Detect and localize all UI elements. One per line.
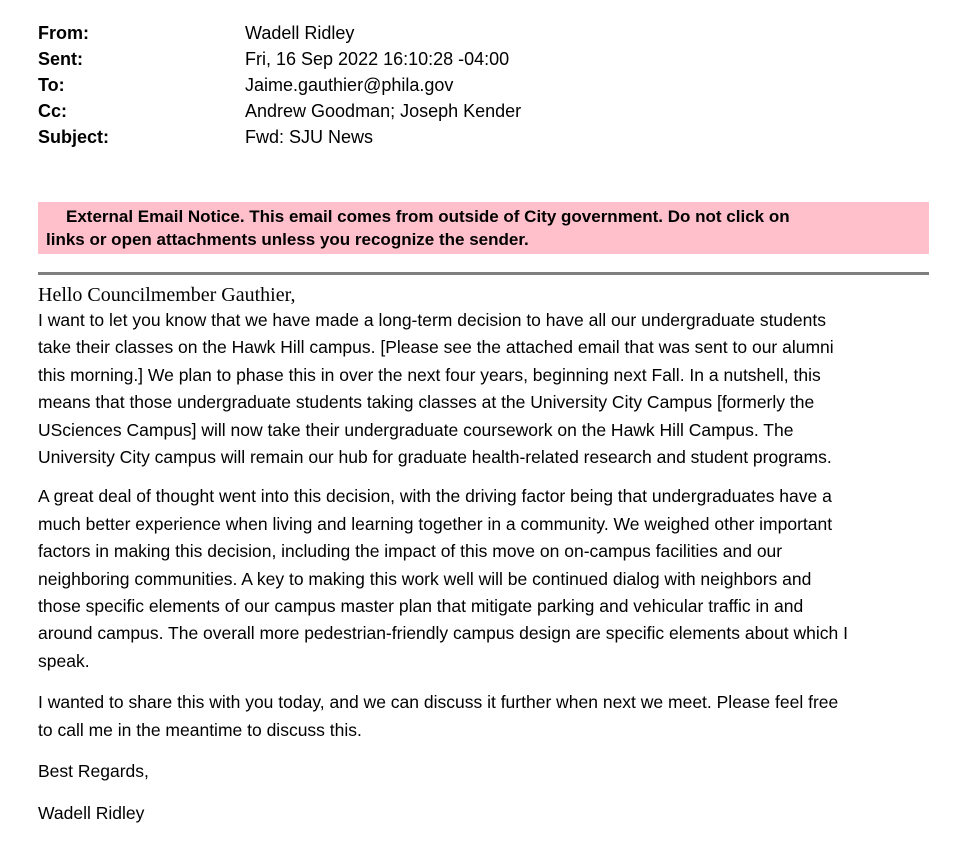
body-line: I wanted to share this with you today, and we can discuss it further when next we meet. Please feel free — [38, 692, 839, 713]
body-paragraph — [38, 307, 938, 471]
signature-name: Wadell Ridley — [38, 802, 145, 823]
signature — [38, 800, 938, 827]
body-line: speak. — [38, 650, 90, 671]
header-label: Subject: — [38, 127, 110, 147]
external-email-notice — [38, 202, 929, 254]
header-label: From: — [38, 23, 89, 43]
closing — [38, 758, 938, 785]
header-value-sent: Fri, 16 Sep 2022 16:10:28 -04:00 — [245, 49, 510, 69]
body-line: this morning.] We plan to phase this in over the next four years, beginning next Fall. In a nutshell, this — [38, 364, 821, 385]
closing-line: Best Regards, — [38, 761, 149, 782]
notice-line: External Email Notice. This email comes from outside of City government. Do not click on — [66, 207, 790, 226]
greeting: Hello Councilmember Gauthier, — [38, 284, 296, 306]
body-line: much better experience when living and learning together in a community. We weighed other important — [38, 513, 833, 534]
body-line: University City campus will remain our hub for graduate health-related research and student programs. — [38, 447, 832, 468]
body-line: USciences Campus] will now take their undergraduate coursework on the Hawk Hill Campus. The — [38, 419, 794, 440]
header-value-subject: Fwd: SJU News — [245, 127, 374, 147]
header-row-sent — [38, 46, 938, 72]
body-line: I want to let you know that we have made a long-term decision to have all our undergraduate students — [38, 310, 826, 330]
body-line: to call me in the meantime to discuss this. — [38, 719, 362, 740]
body-paragraph — [38, 483, 938, 675]
header-label: Cc: — [38, 101, 68, 121]
body-line: take their classes on the Hawk Hill campus. [Please see the attached email that was sent to our alumni — [38, 337, 834, 358]
body-line: those specific elements of our campus master plan that mitigate parking and vehicular traffic in and — [38, 596, 804, 617]
divider — [38, 272, 929, 275]
header-value-to: Jaime.gauthier@phila.gov — [245, 75, 454, 95]
header-label: Sent: — [38, 49, 83, 69]
header-value-cc: Andrew Goodman; Joseph Kender — [245, 101, 522, 121]
body-line: around campus. The overall more pedestrian-friendly campus design are specific elements about which I — [38, 623, 848, 644]
body-paragraph — [38, 689, 938, 744]
notice-line: links or open attachments unless you recognize the sender. — [46, 230, 529, 249]
email-body — [38, 307, 938, 827]
body-line: A great deal of thought went into this decision, with the driving factor being that undergraduates have a — [38, 486, 832, 507]
header-value-from: Wadell Ridley — [245, 23, 355, 43]
header-row-subject — [38, 124, 938, 150]
header-row-cc — [38, 98, 938, 124]
body-line: means that those undergraduate students taking classes at the University City Campus [formerly the — [38, 392, 815, 413]
email-header — [38, 20, 938, 150]
header-label: To: — [38, 75, 65, 95]
header-row-from — [38, 20, 938, 46]
body-line: neighboring communities. A key to making this work well will be continued dialog with neighbors and — [38, 568, 812, 589]
body-line: factors in making this decision, including the impact of this move on on-campus facilities and our — [38, 541, 783, 562]
header-row-to — [38, 72, 938, 98]
